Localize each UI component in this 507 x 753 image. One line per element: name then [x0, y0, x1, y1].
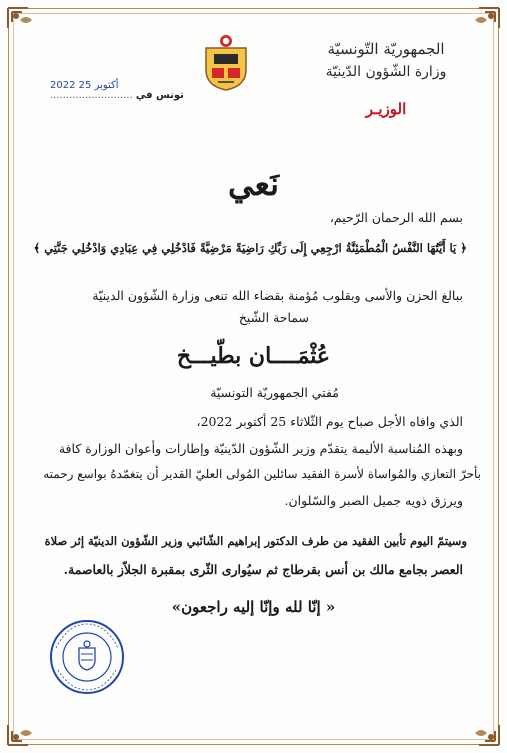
corner-ornament-icon [6, 6, 40, 40]
date-label: تونس في [135, 90, 184, 101]
condolence-line-3: ويرزق ذويه جميل الصبر والسّلوان. [284, 493, 463, 508]
ministry-seal-icon [48, 618, 126, 696]
closing-phrase: « إنّا لله وإنّا إليه راجعون» [171, 598, 336, 616]
ministry-name: وزارة الشّؤون الدّينيّة [325, 64, 447, 80]
minister-title: الوزيـر [365, 100, 407, 118]
deceased-name: عُثْمَــــان بطّيـــخ [176, 343, 331, 369]
condolence-line-1: وبهذه المُناسبة الأليمة يتقدّم وزير الشّؤون الدّينيّة وإطارات وأعوان الوزارة كافة [58, 441, 463, 456]
page-title: نَعي [227, 165, 279, 203]
death-date-line: الذي وافاه الأجل صباح يوم الثّلاثاء 25 أكتوبر 2022، [196, 414, 463, 429]
eulogy-line-1: وسيتمّ اليوم تأبين الفقيد من طرف الدكتور إبراهيم الشّائبي وزير الشّؤون الدينيّة إثر صلاة [44, 534, 467, 548]
quran-verse: ﴿ يَا أَيَّتُهَا النَّفْسُ الْمُطْمَئِنَّةُ ارْجِعِي إِلَى رَبِّكِ رَاضِيَةً مَرْضِيَّةً فَادْخُلِي فِي عِبَادِي وَادْخُلِي جَنَّتِي ﴾ [33, 241, 467, 255]
basmala: بسم الله الرحمان الرّحيم، [329, 210, 463, 225]
corner-ornament-icon [6, 713, 40, 747]
corner-ornament-icon [467, 713, 501, 747]
letterhead [301, 40, 471, 118]
condolence-line-2: بأحرّ التعازي والمُواساة لأسرة الفقيد سائلين المُولى العليّ القدير أن يتغمّدهُ بواسع رحمته [43, 467, 481, 481]
republic-name: الجمهوريّة التّونسيّة [327, 40, 445, 58]
tunisia-coat-of-arms-icon [200, 34, 252, 92]
announcement-line: ببالغ الحزن والأسى وبقلوب مُؤمنة بقضاء الله تنعى وزارة الشّؤون الدينيّة [92, 288, 463, 303]
date-dots: .......................... [50, 90, 133, 101]
corner-ornament-icon [467, 6, 501, 40]
date-stamp: 2022 أكتوبر 25 [50, 80, 119, 91]
deceased-title: مُفتي الجمهوريّة التونسيّة [210, 385, 339, 400]
eulogy-line-2: العصر بجامع مالك بن أنس بقرطاج ثم سيُوارى الثّرى بمقبرة الجلاّز بالعاصمة. [63, 562, 463, 577]
honorific-line: سماحة الشّيخ [238, 310, 309, 325]
date-line [50, 80, 184, 101]
